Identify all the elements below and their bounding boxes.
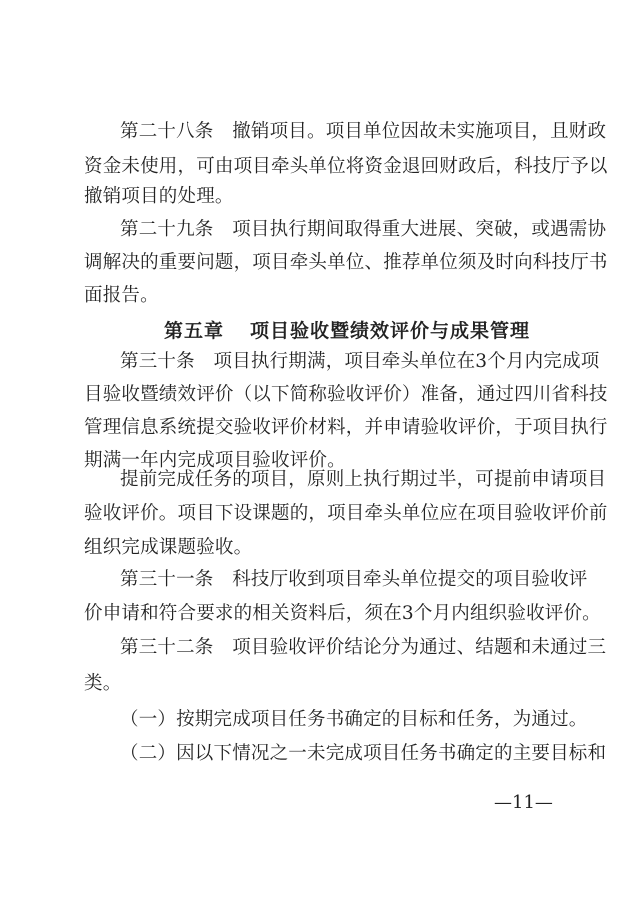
article-30-line-1: 第三十条 项目执行期满，项目牵头单位在3个月内完成项 bbox=[120, 351, 600, 372]
chapter-number: 第五章 bbox=[164, 320, 225, 342]
chapter-title: 项目验收暨绩效评价与成果管理 bbox=[250, 320, 531, 342]
article-29-line-2: 调解决的重要问题，项目牵头单位、推荐单位须及时向科技厅书 bbox=[84, 252, 608, 273]
article-28-line-3: 撤销项目的处理。 bbox=[84, 186, 234, 207]
article-30-line-2: 目验收暨绩效评价（以下简称验收评价）准备，通过四川省科技 bbox=[84, 384, 608, 405]
article-29-line-1: 第二十九条 项目执行期间取得重大进展、突破，或遇需协 bbox=[120, 219, 607, 240]
article-32-line-2: 类。 bbox=[84, 673, 122, 694]
article-30-para2-line-2: 验收评价。项目下设课题的，项目牵头单位应在项目验收评价前 bbox=[84, 503, 608, 524]
article-28-line-2: 资金未使用，可由项目牵头单位将资金退回财政后，科技厅予以 bbox=[84, 156, 608, 177]
article-30-para2-line-1: 提前完成任务的项目，原则上执行期过半，可提前申请项目 bbox=[120, 469, 607, 490]
article-30-para2-line-3: 组织完成课题验收。 bbox=[84, 537, 253, 558]
item-2-line: （二）因以下情况之一未完成项目任务书确定的主要目标和 bbox=[120, 743, 607, 764]
article-32-line-1: 第三十二条 项目验收评价结论分为通过、结题和未通过三 bbox=[120, 637, 607, 658]
item-1-line: （一）按期完成项目任务书确定的目标和任务，为通过。 bbox=[120, 709, 588, 730]
page-number: —11— bbox=[494, 792, 553, 813]
article-31-line-1: 第三十一条 科技厅收到项目牵头单位提交的项目验收评 bbox=[120, 569, 588, 590]
article-30-line-4: 期满一年内完成项目验收评价。 bbox=[84, 450, 346, 471]
article-30-line-3: 管理信息系统提交验收评价材料，并申请验收评价，于项目执行 bbox=[84, 417, 608, 438]
article-28-line-1: 第二十八条 撤销项目。项目单位因故未实施项目，且财政 bbox=[120, 121, 607, 142]
article-29-line-3: 面报告。 bbox=[84, 285, 159, 306]
chapter-heading bbox=[164, 316, 530, 343]
article-31-line-2: 价申请和符合要求的相关资料后，须在3个月内组织验收评价。 bbox=[84, 603, 601, 624]
